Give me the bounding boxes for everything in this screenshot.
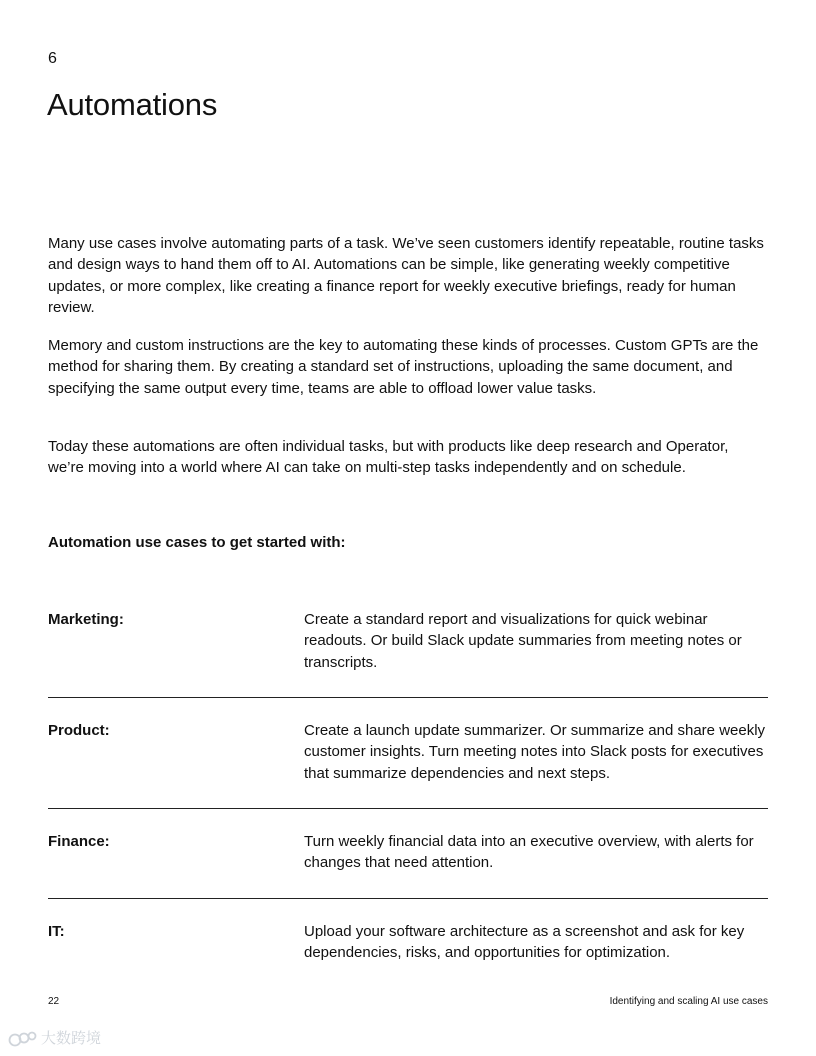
footer-page-number: 22 xyxy=(48,996,60,1007)
watermark-logo-icon xyxy=(8,1030,38,1048)
page-title: Automations xyxy=(47,87,218,122)
footer-document-title: Identifying and scaling AI use cases xyxy=(609,996,768,1007)
use-case-description: Create a standard report and visualizations for quick webinar readouts. Or build Slack update summaries from meeting notes or transcripts. xyxy=(304,611,742,671)
intro-paragraph-3: Today these automations are often individual tasks, but with products like deep research and Operator, we’re moving into a world where AI can take on multi-step tasks independently and on schedule. xyxy=(48,438,729,477)
use-case-row-product xyxy=(48,720,768,809)
section-number: 6 xyxy=(48,50,57,67)
use-case-label: Product: xyxy=(48,722,110,739)
use-case-description: Upload your software architecture as a screenshot and ask for key dependencies, risks, and opportunities for optimization. xyxy=(304,923,745,962)
use-cases-heading: Automation use cases to get started with: xyxy=(48,534,346,551)
watermark-text: 大数跨境 xyxy=(41,1030,102,1047)
use-case-label: Marketing: xyxy=(48,611,124,628)
intro-paragraph-2: Memory and custom instructions are the key to automating these kinds of processes. Custom GPTs are the method for sharing them. By creating a standard set of instructions, uploading the same document, and specifying the same output every time, teams are able to offload lower value tasks. xyxy=(48,337,759,397)
use-case-row-finance xyxy=(48,831,768,899)
use-case-label: IT: xyxy=(48,923,65,940)
intro-paragraph-1: Many use cases involve automating parts of a task. We’ve seen customers identify repeatable, routine tasks and design ways to hand them off to AI. Automations can be simple, like generating weekly competitive updates, or more complex, like creating a finance report for weekly executive briefings, ready for human review. xyxy=(48,235,764,317)
use-case-label: Finance: xyxy=(48,833,110,850)
watermark xyxy=(8,1029,101,1049)
use-case-row-marketing xyxy=(48,609,768,698)
use-case-description: Create a launch update summarizer. Or summarize and share weekly customer insights. Turn meeting notes into Slack posts for executives that summarize dependencies and next steps. xyxy=(304,722,766,782)
use-case-description: Turn weekly financial data into an executive overview, with alerts for changes that need attention. xyxy=(304,833,754,872)
use-case-row-it xyxy=(48,921,768,971)
